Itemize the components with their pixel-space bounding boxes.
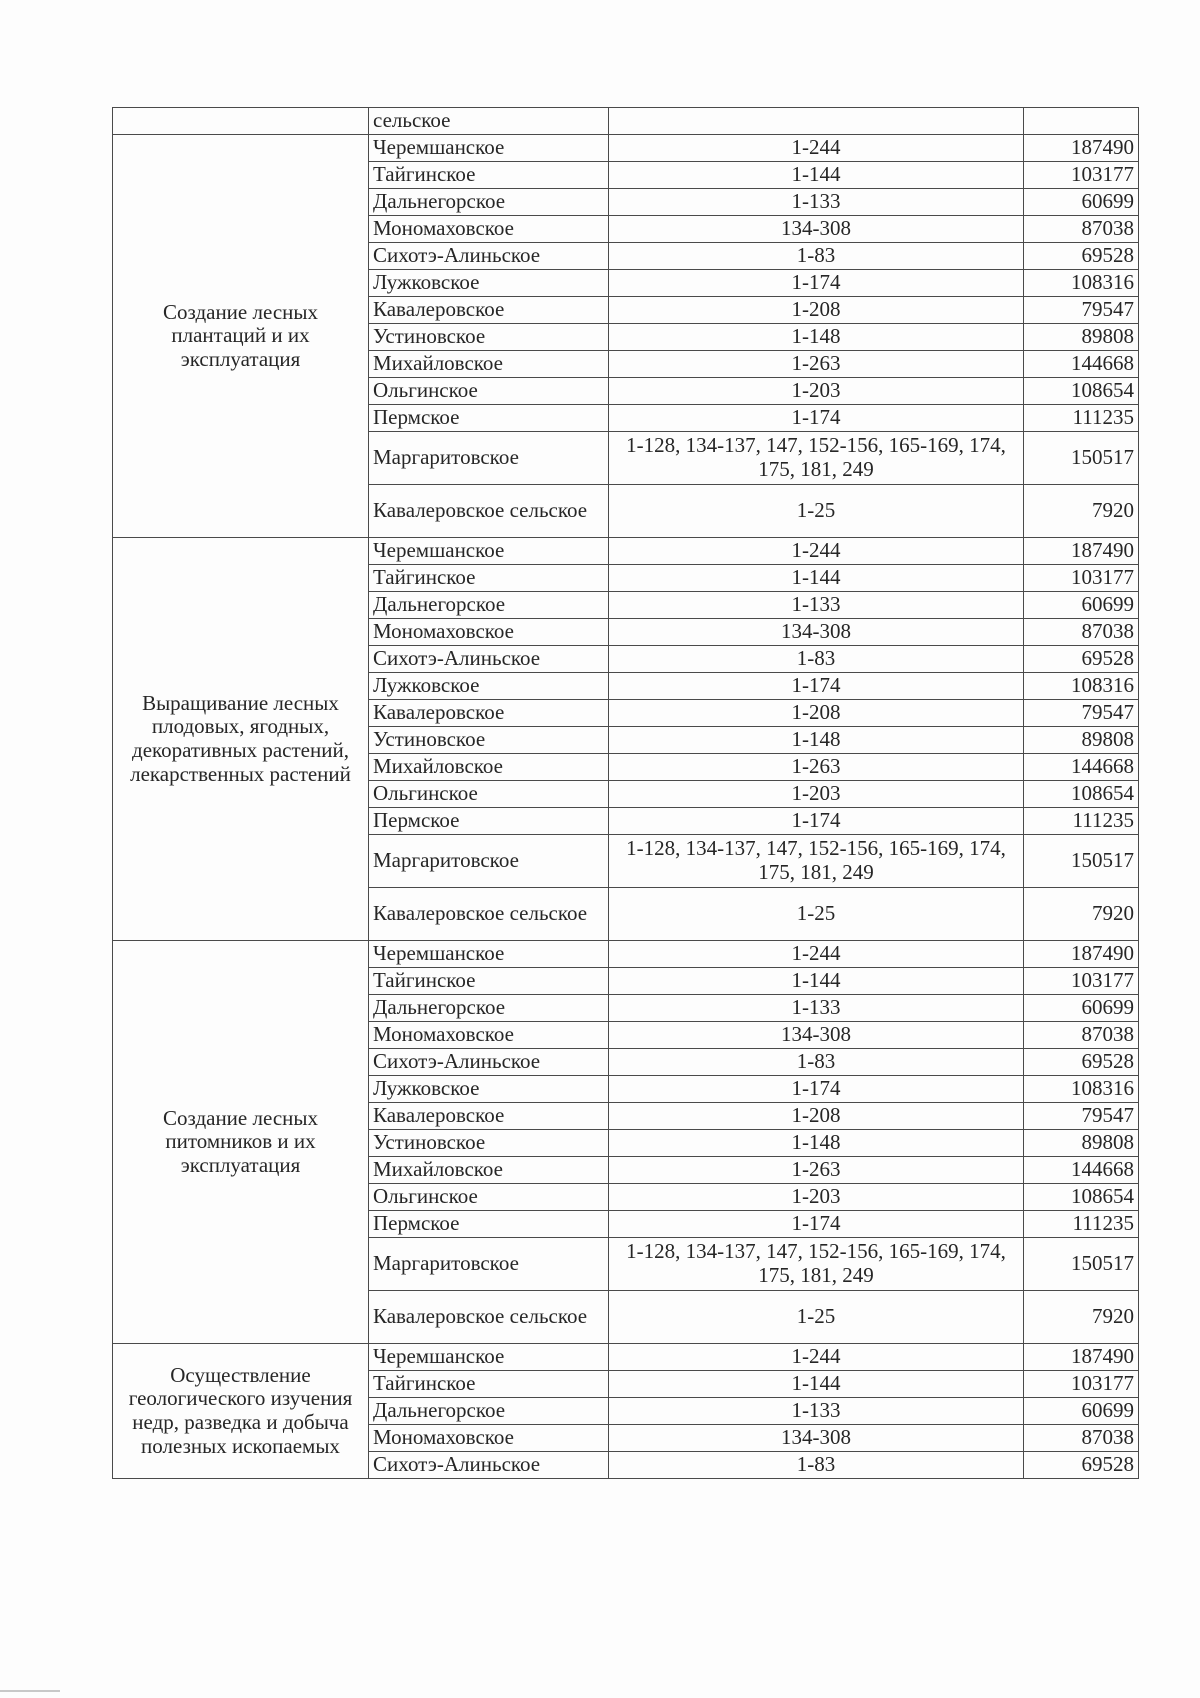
forestry-cell: Ольгинское <box>369 378 609 405</box>
quarters-cell: 1-174 <box>609 673 1024 700</box>
area-cell: 150517 <box>1024 432 1139 485</box>
quarters-cell: 1-144 <box>609 1371 1024 1398</box>
forestry-cell: Сихотэ-Алиньское <box>369 1452 609 1479</box>
area-cell: 7920 <box>1024 1291 1139 1344</box>
area-cell: 87038 <box>1024 1022 1139 1049</box>
area-cell: 108654 <box>1024 1184 1139 1211</box>
forestry-cell: Маргаритовское <box>369 432 609 485</box>
quarters-cell: 1-174 <box>609 808 1024 835</box>
quarters-cell: 1-25 <box>609 1291 1024 1344</box>
quarters-cell: 1-174 <box>609 1211 1024 1238</box>
forestry-cell: Тайгинское <box>369 1371 609 1398</box>
quarters-cell: 1-25 <box>609 888 1024 941</box>
area-cell: 60699 <box>1024 189 1139 216</box>
forestry-cell: Михайловское <box>369 1157 609 1184</box>
forestry-cell: Мономаховское <box>369 619 609 646</box>
table-row <box>113 538 1139 565</box>
area-cell: 87038 <box>1024 216 1139 243</box>
area-cell: 103177 <box>1024 1371 1139 1398</box>
table-row <box>113 135 1139 162</box>
forestry-cell: Пермское <box>369 1211 609 1238</box>
forestry-cell: Лужковское <box>369 673 609 700</box>
forestry-cell: Лужковское <box>369 270 609 297</box>
forestry-cell: Кавалеровское <box>369 700 609 727</box>
forestry-cell: Маргаритовское <box>369 835 609 888</box>
area-cell: 111235 <box>1024 808 1139 835</box>
quarters-cell: 1-203 <box>609 378 1024 405</box>
quarters-cell: 1-128, 134-137, 147, 152-156, 165-169, 174, 175, 181, 249 <box>609 835 1024 888</box>
quarters-cell: 1-83 <box>609 1049 1024 1076</box>
quarters-cell: 1-203 <box>609 781 1024 808</box>
forestry-cell: Кавалеровское <box>369 297 609 324</box>
forestry-cell: сельское <box>369 108 609 135</box>
forest-use-table <box>112 107 1139 1479</box>
forestry-cell: Сихотэ-Алиньское <box>369 646 609 673</box>
quarters-cell: 1-83 <box>609 243 1024 270</box>
area-cell: 69528 <box>1024 646 1139 673</box>
area-cell <box>1024 108 1139 135</box>
activity-cell: Осуществление геологического изучения недр, разведка и добыча полезных ископаемых <box>113 1344 369 1479</box>
forestry-cell: Кавалеровское <box>369 1103 609 1130</box>
forestry-cell: Сихотэ-Алиньское <box>369 1049 609 1076</box>
quarters-cell: 1-144 <box>609 162 1024 189</box>
quarters-cell: 1-133 <box>609 1398 1024 1425</box>
forestry-cell: Лужковское <box>369 1076 609 1103</box>
forestry-cell: Черемшанское <box>369 941 609 968</box>
quarters-cell: 1-263 <box>609 1157 1024 1184</box>
quarters-cell: 1-208 <box>609 1103 1024 1130</box>
area-cell: 187490 <box>1024 538 1139 565</box>
forestry-cell: Мономаховское <box>369 1022 609 1049</box>
table-row-continuation <box>113 108 1139 135</box>
scan-artifact <box>0 1690 60 1692</box>
area-cell: 60699 <box>1024 592 1139 619</box>
quarters-cell: 1-203 <box>609 1184 1024 1211</box>
forestry-cell: Устиновское <box>369 324 609 351</box>
forestry-cell: Тайгинское <box>369 968 609 995</box>
table-row <box>113 1344 1139 1371</box>
area-cell: 144668 <box>1024 1157 1139 1184</box>
quarters-cell: 1-244 <box>609 538 1024 565</box>
forestry-cell: Пермское <box>369 405 609 432</box>
forestry-cell: Кавалеровское сельское <box>369 888 609 941</box>
area-cell: 187490 <box>1024 1344 1139 1371</box>
quarters-cell: 1-144 <box>609 565 1024 592</box>
area-cell: 103177 <box>1024 565 1139 592</box>
area-cell: 60699 <box>1024 1398 1139 1425</box>
forestry-cell: Кавалеровское сельское <box>369 485 609 538</box>
area-cell: 87038 <box>1024 1425 1139 1452</box>
forestry-cell: Черемшанское <box>369 135 609 162</box>
quarters-cell: 1-128, 134-137, 147, 152-156, 165-169, 174, 175, 181, 249 <box>609 1238 1024 1291</box>
area-cell: 79547 <box>1024 297 1139 324</box>
quarters-cell: 1-263 <box>609 351 1024 378</box>
forestry-cell: Ольгинское <box>369 1184 609 1211</box>
table-row <box>113 941 1139 968</box>
quarters-cell: 134-308 <box>609 1425 1024 1452</box>
quarters-cell: 1-148 <box>609 727 1024 754</box>
quarters-cell <box>609 108 1024 135</box>
area-cell: 111235 <box>1024 405 1139 432</box>
area-cell: 187490 <box>1024 941 1139 968</box>
forestry-cell: Устиновское <box>369 727 609 754</box>
quarters-cell: 1-144 <box>609 968 1024 995</box>
quarters-cell: 1-174 <box>609 270 1024 297</box>
area-cell: 108654 <box>1024 378 1139 405</box>
quarters-cell: 1-174 <box>609 405 1024 432</box>
quarters-cell: 1-83 <box>609 1452 1024 1479</box>
quarters-cell: 1-208 <box>609 700 1024 727</box>
area-cell: 87038 <box>1024 619 1139 646</box>
forestry-cell: Тайгинское <box>369 565 609 592</box>
activity-cell: Выращивание лесных плодовых, ягодных, декоративных растений, лекарственных растений <box>113 538 369 941</box>
forestry-cell: Черемшанское <box>369 1344 609 1371</box>
quarters-cell: 1-148 <box>609 324 1024 351</box>
quarters-cell: 1-133 <box>609 189 1024 216</box>
quarters-cell: 1-133 <box>609 995 1024 1022</box>
area-cell: 89808 <box>1024 1130 1139 1157</box>
quarters-cell: 134-308 <box>609 216 1024 243</box>
forestry-cell: Сихотэ-Алиньское <box>369 243 609 270</box>
area-cell: 108316 <box>1024 1076 1139 1103</box>
forestry-cell: Дальнегорское <box>369 592 609 619</box>
forestry-cell: Михайловское <box>369 754 609 781</box>
area-cell: 69528 <box>1024 1049 1139 1076</box>
area-cell: 79547 <box>1024 700 1139 727</box>
activity-cell: Создание лесных плантаций и их эксплуатация <box>113 135 369 538</box>
area-cell: 144668 <box>1024 754 1139 781</box>
area-cell: 79547 <box>1024 1103 1139 1130</box>
quarters-cell: 1-148 <box>609 1130 1024 1157</box>
forestry-cell: Кавалеровское сельское <box>369 1291 609 1344</box>
forestry-cell: Устиновское <box>369 1130 609 1157</box>
quarters-cell: 1-25 <box>609 485 1024 538</box>
area-cell: 187490 <box>1024 135 1139 162</box>
forestry-cell: Мономаховское <box>369 1425 609 1452</box>
activity-cell: Создание лесных питомников и их эксплуатация <box>113 941 369 1344</box>
forestry-cell: Пермское <box>369 808 609 835</box>
area-cell: 103177 <box>1024 968 1139 995</box>
area-cell: 69528 <box>1024 1452 1139 1479</box>
quarters-cell: 1-208 <box>609 297 1024 324</box>
forestry-cell: Дальнегорское <box>369 189 609 216</box>
forestry-cell: Михайловское <box>369 351 609 378</box>
area-cell: 89808 <box>1024 727 1139 754</box>
quarters-cell: 1-174 <box>609 1076 1024 1103</box>
forestry-cell: Дальнегорское <box>369 1398 609 1425</box>
area-cell: 150517 <box>1024 1238 1139 1291</box>
forestry-cell: Черемшанское <box>369 538 609 565</box>
quarters-cell: 1-128, 134-137, 147, 152-156, 165-169, 174, 175, 181, 249 <box>609 432 1024 485</box>
forestry-cell: Дальнегорское <box>369 995 609 1022</box>
quarters-cell: 1-244 <box>609 135 1024 162</box>
forestry-cell: Ольгинское <box>369 781 609 808</box>
area-cell: 103177 <box>1024 162 1139 189</box>
quarters-cell: 1-83 <box>609 646 1024 673</box>
quarters-cell: 134-308 <box>609 1022 1024 1049</box>
area-cell: 60699 <box>1024 995 1139 1022</box>
forestry-cell: Мономаховское <box>369 216 609 243</box>
area-cell: 108316 <box>1024 673 1139 700</box>
quarters-cell: 134-308 <box>609 619 1024 646</box>
quarters-cell: 1-263 <box>609 754 1024 781</box>
area-cell: 111235 <box>1024 1211 1139 1238</box>
area-cell: 150517 <box>1024 835 1139 888</box>
quarters-cell: 1-244 <box>609 1344 1024 1371</box>
area-cell: 89808 <box>1024 324 1139 351</box>
area-cell: 7920 <box>1024 888 1139 941</box>
forestry-cell: Тайгинское <box>369 162 609 189</box>
area-cell: 69528 <box>1024 243 1139 270</box>
area-cell: 108654 <box>1024 781 1139 808</box>
area-cell: 7920 <box>1024 485 1139 538</box>
table-body <box>113 108 1139 1479</box>
quarters-cell: 1-244 <box>609 941 1024 968</box>
forestry-cell: Маргаритовское <box>369 1238 609 1291</box>
quarters-cell: 1-133 <box>609 592 1024 619</box>
area-cell: 144668 <box>1024 351 1139 378</box>
activity-cell <box>113 108 369 135</box>
area-cell: 108316 <box>1024 270 1139 297</box>
